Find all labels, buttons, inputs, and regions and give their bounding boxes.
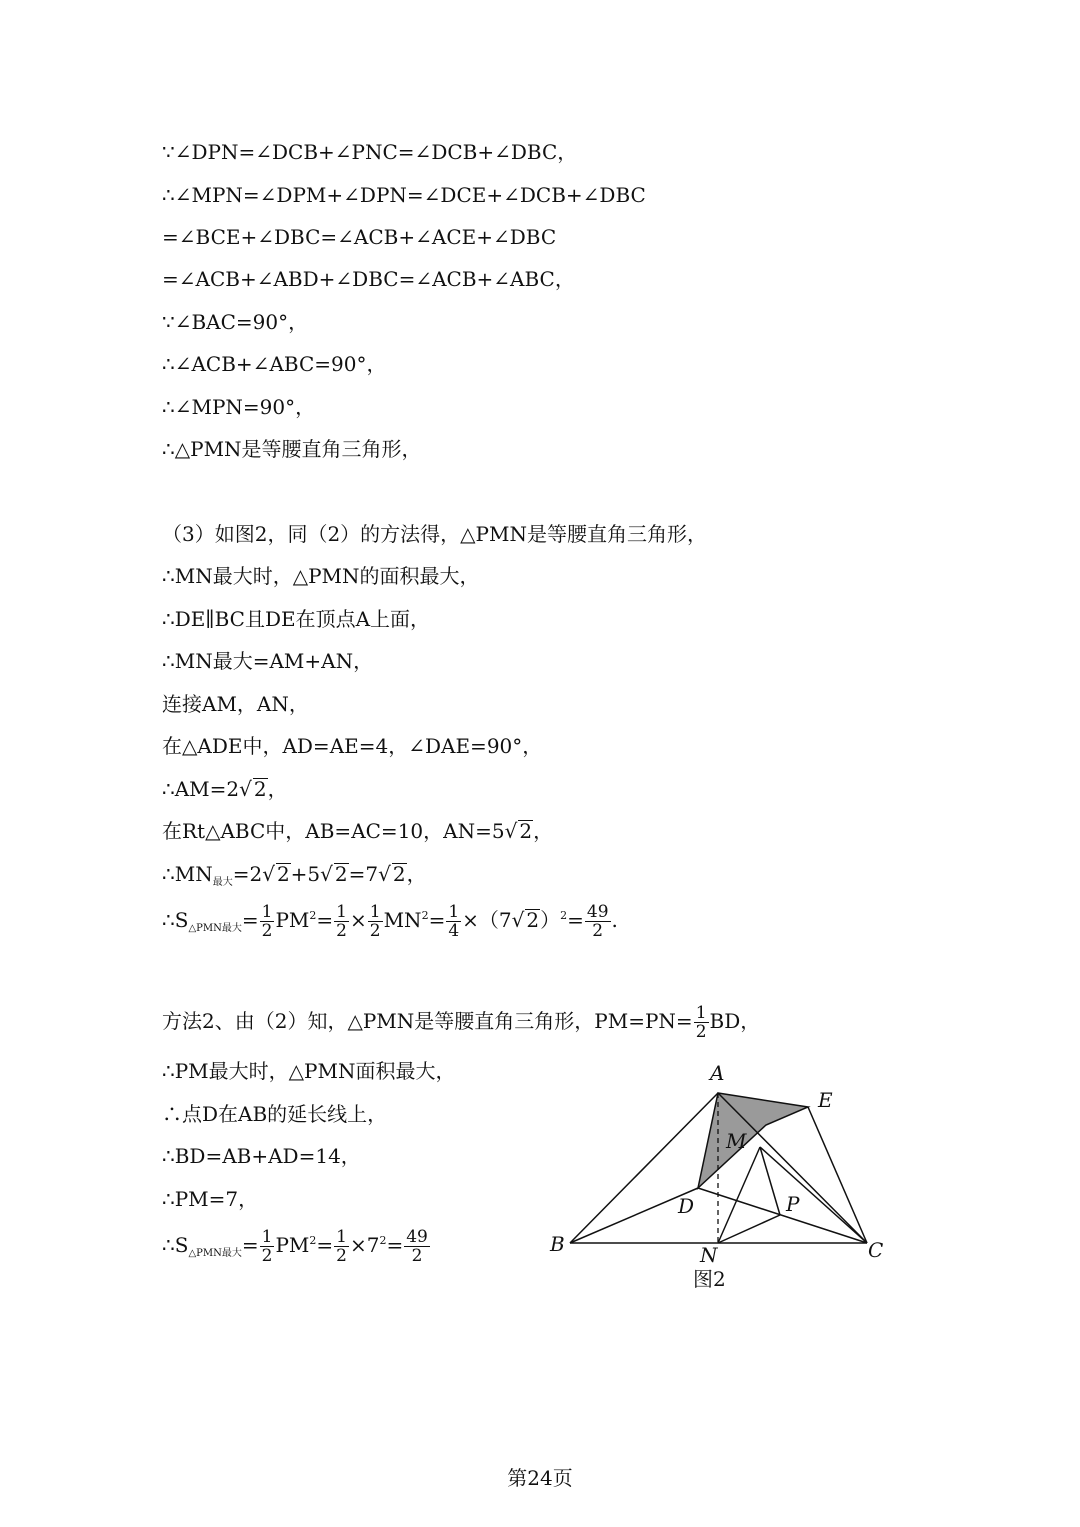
- text-line: ∴∠MPN=∠DPM+∠DPN=∠DCE+∠DCB+∠DBC: [162, 183, 646, 207]
- text-line: （3）如图2，同（2）的方法得，△PMN是等腰直角三角形，: [162, 522, 707, 546]
- label-d: D: [678, 1194, 695, 1218]
- segment-mc: [760, 1147, 867, 1243]
- am-line: ∴AM=2√ 2，: [162, 777, 288, 801]
- mn-line: $\therefore MN_{最大}=2√$ 2+5√ 2=7√ 2，: [162, 862, 427, 888]
- label-m: M: [726, 1129, 747, 1153]
- segment-mp: [760, 1147, 780, 1215]
- geometry-figure: [540, 1055, 900, 1295]
- segment-ec: [808, 1107, 867, 1243]
- label-b: B: [550, 1232, 565, 1256]
- method2-line: 方法2、由（2）知，△PMN是等腰直角三角形，PM=PN= $\frac{1}{2}$ BD，: [162, 1003, 761, 1042]
- text-line: ∴△PMN是等腰直角三角形，: [162, 437, 422, 461]
- label-c: C: [868, 1238, 884, 1262]
- label-e: E: [818, 1088, 833, 1112]
- segment-pn: [718, 1215, 780, 1243]
- text-line: ∵∠BAC=90°，: [162, 310, 309, 334]
- label-p: P: [786, 1192, 800, 1216]
- figure-caption: 图2: [693, 1267, 726, 1291]
- text-line: ∴PM=7，: [162, 1187, 259, 1211]
- page-number: 第24页: [507, 1466, 573, 1490]
- rt-line: 在Rt△ABC中，AB=AC=10，AN=5√ 2，: [162, 819, 554, 843]
- segment-dc: [698, 1188, 867, 1243]
- text-line: ∴DE∥BC且DE在顶点A上面，: [162, 607, 431, 631]
- text-line: ∴∠ACB+∠ABC=90°，: [162, 352, 387, 376]
- text-line: ∴PM最大时，△PMN面积最大，: [162, 1059, 456, 1083]
- segment-ac: [718, 1093, 867, 1243]
- label-a: A: [710, 1061, 725, 1085]
- area-formula-1: $\therefore S_{\triangle PMN最大}=$ $\frac{1}{2}$ $PM^2=$ $\frac{1}{2}$ × $\frac{1}{2}$ $MN^2=$ $\frac{1}{4}$ ×（7√ 2）$^2$= $\frac{49}{2}$ .: [162, 902, 618, 941]
- shaded-triangle-ade: [698, 1093, 808, 1188]
- text-line: =∠BCE+∠DBC=∠ACB+∠ACE+∠DBC: [162, 225, 557, 249]
- text-line: ∴MN最大=AM+AN，: [162, 649, 374, 673]
- text-line: 在△ADE中，AD=AE=4，∠DAE=90°，: [162, 734, 543, 758]
- text-line: ∴点D在AB的延长线上，: [162, 1102, 388, 1126]
- text-line: ∵∠DPN=∠DCB+∠PNC=∠DCB+∠DBC，: [162, 140, 578, 164]
- segment-ab: [570, 1093, 718, 1243]
- text-line: 连接AM，AN，: [162, 692, 309, 716]
- text-line: =∠ACB+∠ABD+∠DBC=∠ACB+∠ABC，: [162, 267, 575, 291]
- area-formula-2: $\therefore S_{\triangle PMN最大}=$ $\frac{1}{2}$ $PM^2=$ $\frac{1}{2}$ $\times 7^2=$ $\frac{49}{2}$: [162, 1227, 428, 1266]
- text-line: ∴MN最大时，△PMN的面积最大，: [162, 564, 480, 588]
- text-line: ∴∠MPN=90°，: [162, 395, 316, 419]
- text-line: ∴BD=AB+AD=14，: [162, 1144, 361, 1168]
- label-n: N: [700, 1243, 718, 1267]
